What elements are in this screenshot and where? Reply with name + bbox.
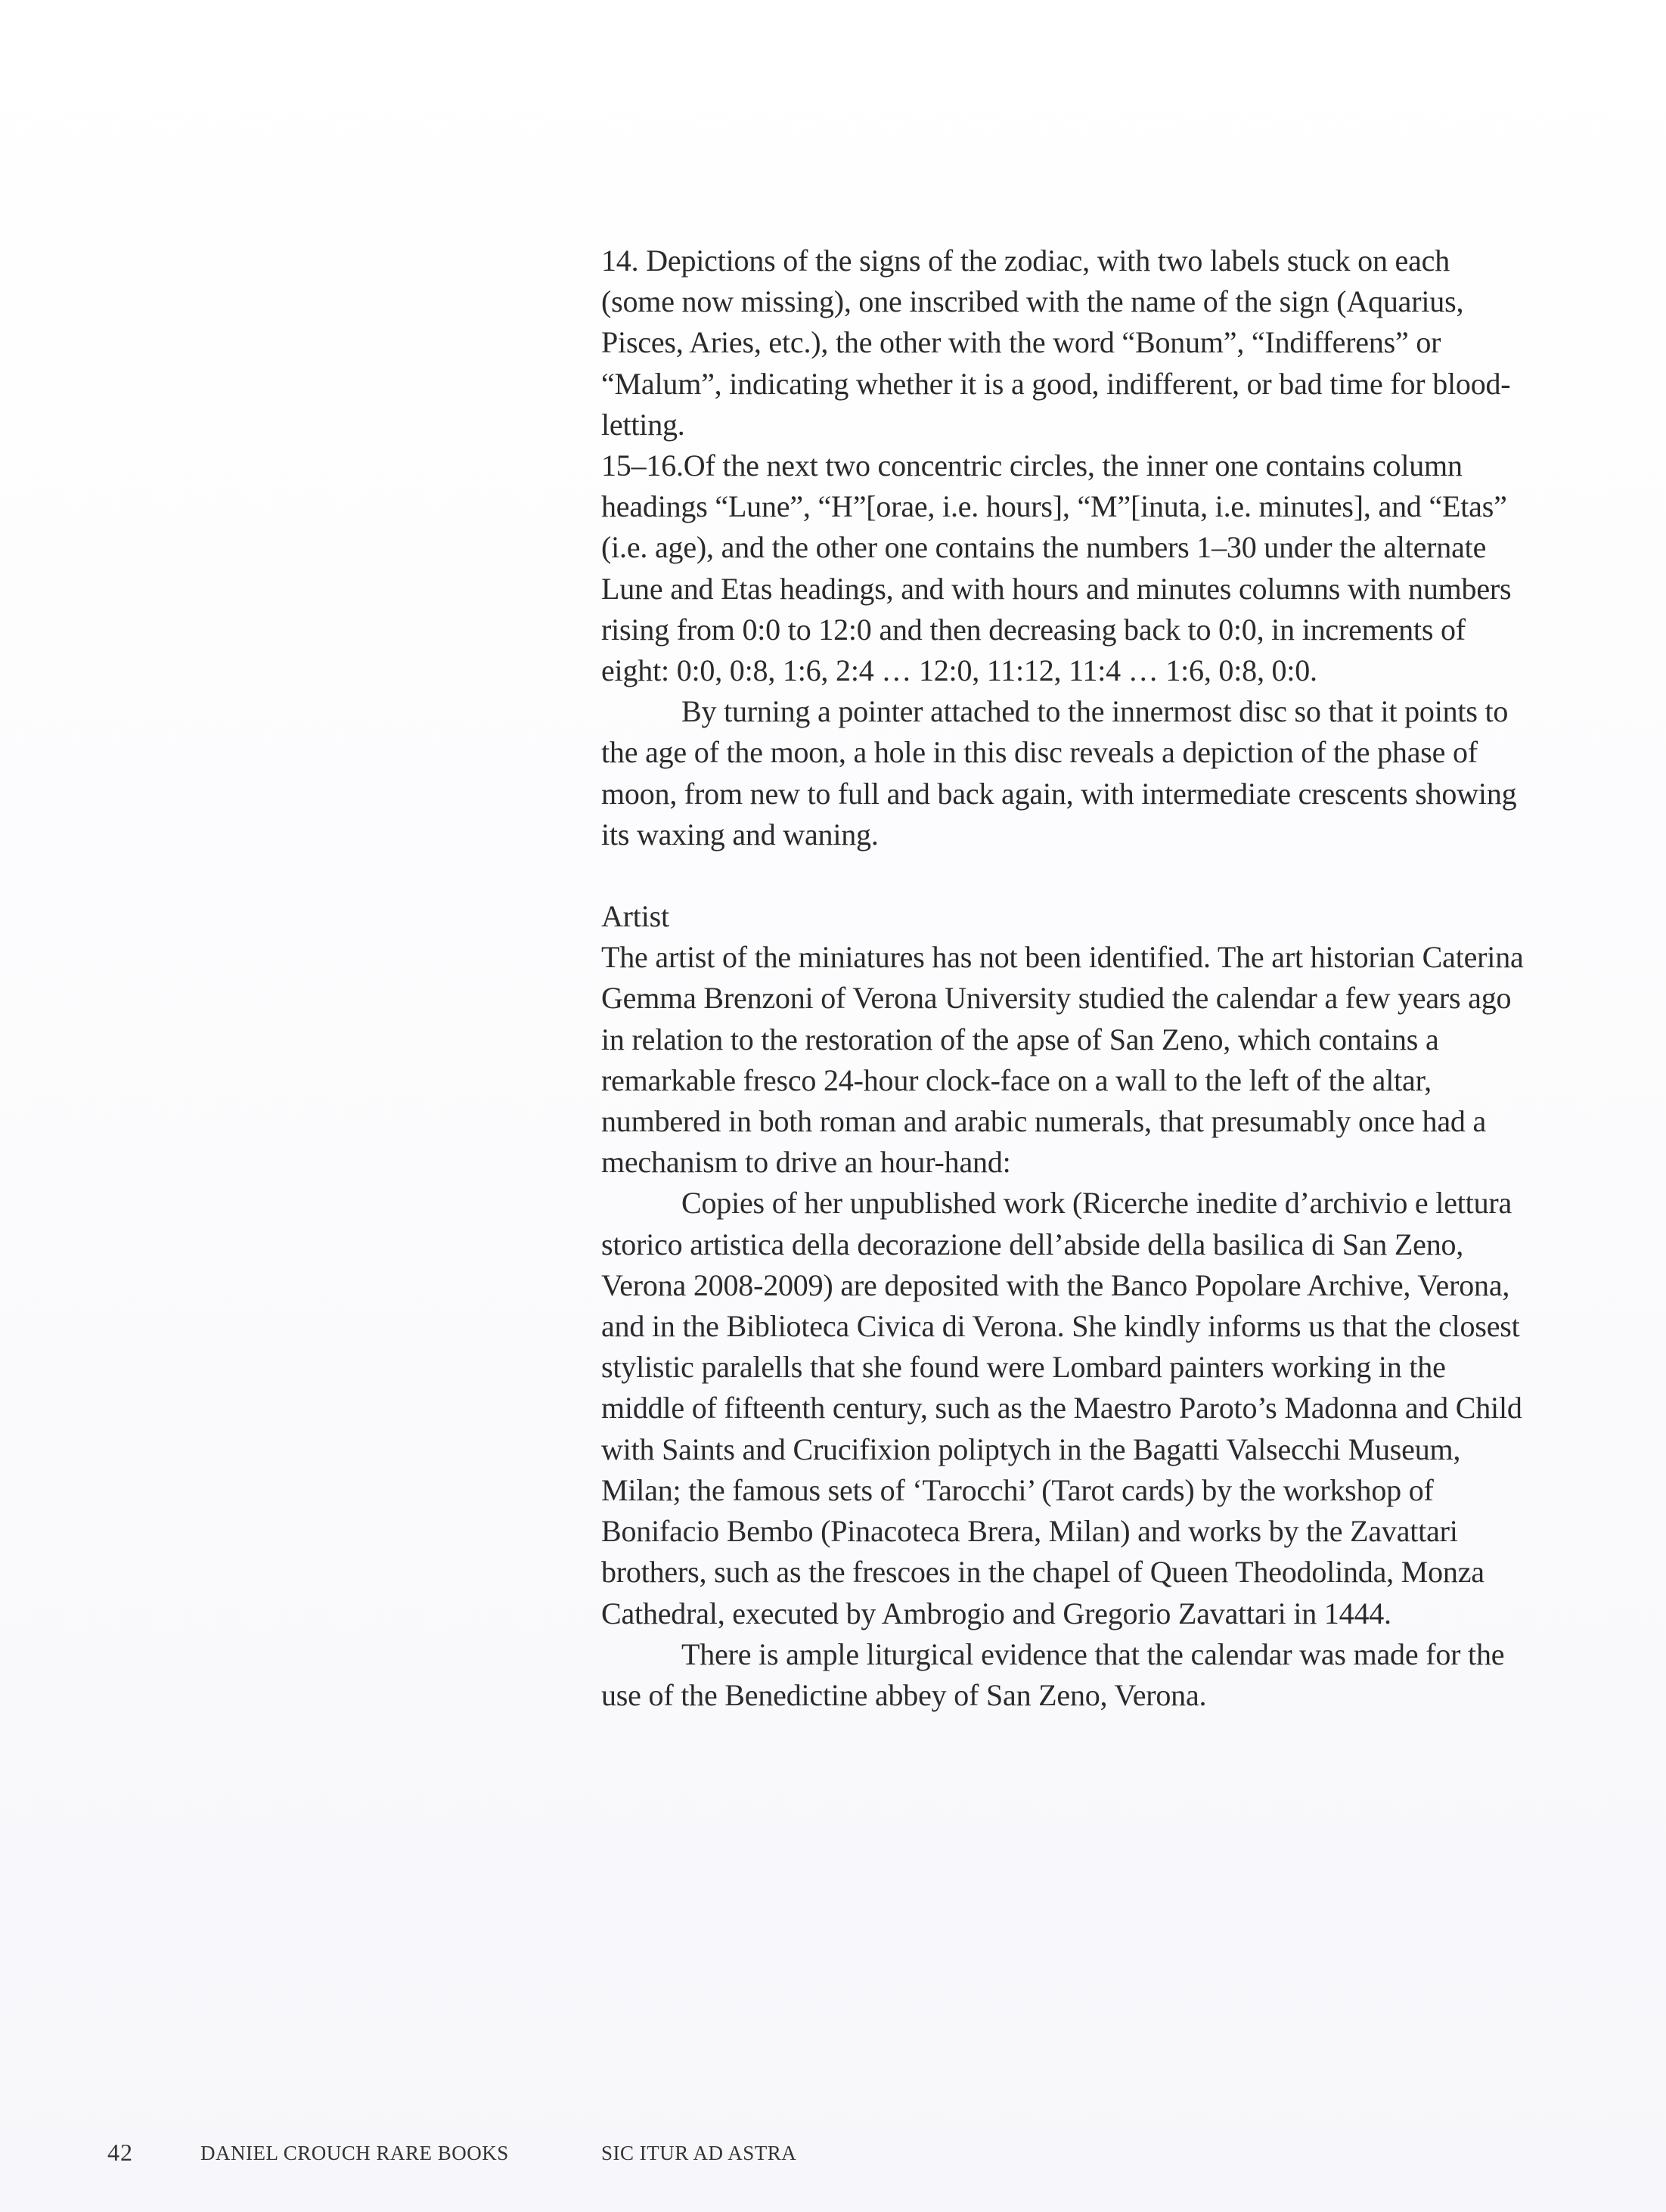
paragraph-item-15-16: 15–16.Of the next two concentric circles, the inner one contains column headings “Lune”, “H”[orae, i.e. hours], “M”[inuta, i.e. minutes], and “Etas” (i.e. age), and the other one contains the numbers 1–30 under the alternate Lune and Etas headings, and with hours and minutes columns with numbers rising from 0:0 to 12:0 and then decreasing back to 0:0, in increments of eight: 0:0, 0:8, 1:6, 2:4 … 12:0, 11:12, 11:4 … 1:6, 0:8, 0:0. — [601, 448, 1512, 688]
running-footer-title: SIC ITUR AD ASTRA — [601, 2142, 797, 2164]
paragraph-artist-research: Copies of her unpublished work (Ricerche inedite d’archivio e lettura storico artistica della decorazione dell’abside della basilica di San Zeno, Verona 2008-2009) are deposited with the Banco Popolare Archive, Verona, and in the Biblioteca Civica di Verona. She kindly informs us that the closest stylistic paralells that she found were Lombard painters working in the middle of fifteenth century, such as the Maestro Paroto’s Madonna and Child with Saints and Crucifixion poliptych in the Bagatti Valsecchi Museum, Milan; the famous sets of ‘Tarocchi’ (Tarot cards) by the workshop of Bonifacio Bembo (Pinacoteca Brera, Milan) and works by the Zavattari brothers, such as the frescoes in the chapel of Queen Theodolinda, Monza Cathedral, executed by Ambrogio and Gregorio Zavattari in 1444. — [601, 1186, 1522, 1630]
paragraph-liturgical-evidence: There is ample liturgical evidence that the calendar was made for the use of the Benedictine abbey of San Zeno, Verona. — [601, 1637, 1505, 1712]
section-heading-artist: Artist — [601, 899, 669, 934]
paragraph-artist-intro: The artist of the miniatures has not been identified. The art historian Caterina Gemma Brenzoni of Verona University studied the calendar a few years ago in relation to the restoration of the apse of San Zeno, which contains a remarkable fresco 24-hour clock-face on a wall to the left of the altar, numbered in both roman and arabic numerals, that presumably once had a mechanism to drive an hour-hand: — [601, 940, 1524, 1180]
running-footer-publisher: DANIEL CROUCH RARE BOOKS — [200, 2142, 509, 2164]
paragraph-item-14: 14. Depictions of the signs of the zodiac, with two labels stuck on each (some now missing), one inscribed with the name of the sign (Aquarius, Pisces, Aries, etc.), the other with the word “Bonum”, “Indifferens” or “Malum”, indicating whether it is a good, indifferent, or bad time for blood-letting. — [601, 244, 1511, 442]
page-number: 42 — [107, 2139, 133, 2166]
page-footer — [0, 2139, 1666, 2169]
body-text-column — [601, 240, 1528, 1716]
paragraph-spacer — [601, 855, 1528, 896]
paragraph-pointer-description: By turning a pointer attached to the innermost disc so that it points to the age of the moon, a hole in this disc reveals a depiction of the phase of moon, from new to full and back again, with intermediate crescents showing its waxing and waning. — [601, 694, 1517, 852]
